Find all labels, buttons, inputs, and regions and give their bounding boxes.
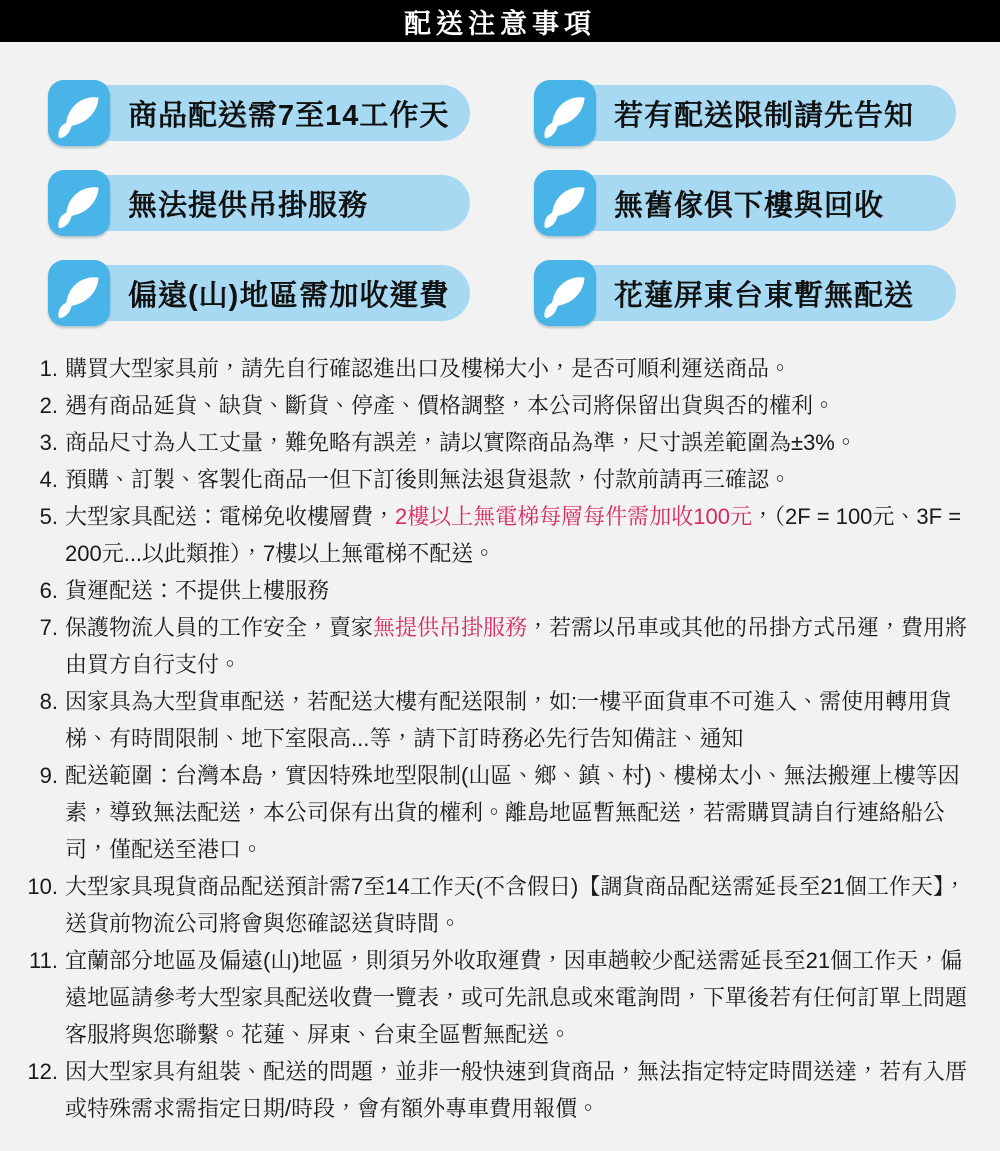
note-number: 9. <box>39 763 58 788</box>
delivery-badge <box>534 260 956 326</box>
note-item <box>24 757 972 868</box>
note-text <box>65 1053 972 1127</box>
note-text <box>65 498 972 572</box>
note-segment: ，（2F = 100元、3F = 200元...以此類推），7樓以上無電梯不配送。 <box>65 504 962 566</box>
note-segment: 遇有商品延貨、缺貨、斷貨、停產、價格調整，本公司將保留出貨與否的權利。 <box>65 393 836 418</box>
note-highlight: 無提供吊掛服務 <box>373 615 528 640</box>
note-number: 11. <box>29 948 58 973</box>
note-highlight: 2樓以上無電梯每層每件需加收100元 <box>395 504 752 529</box>
badge-pill <box>62 85 470 141</box>
leaf-icon <box>534 260 596 326</box>
note-segment: 因家具為大型貨車配送，若配送大樓有配送限制，如:一樓平面貨車不可進入、需使用轉用貨梯、有時間限制、地下室限高...等，請下訂時務必先行告知備註、通知 <box>65 689 952 751</box>
note-segment: 配送範圍：台灣本島，實因特殊地型限制(山區、鄉、鎮、村)、樓梯太小、無法搬運上樓等因素，導致無法配送，本公司保有出貨的權利。離島地區暫無配送，若需購買請自行連絡船公司，僅配送至港口。 <box>65 763 960 862</box>
badge-label: 若有配送限制請先告知 <box>614 99 915 132</box>
note-number: 7. <box>39 615 58 640</box>
badge-pill <box>548 265 956 321</box>
page-header <box>0 0 1000 42</box>
note-item <box>24 572 972 609</box>
note-item <box>24 683 972 757</box>
note-item <box>24 424 972 461</box>
badge-pill <box>62 175 470 231</box>
leaf-icon <box>534 170 596 236</box>
note-item <box>24 609 972 683</box>
note-text <box>65 868 972 942</box>
leaf-icon <box>534 80 596 146</box>
note-item <box>24 387 972 424</box>
note-text <box>65 609 972 683</box>
delivery-badge <box>48 260 470 326</box>
note-item <box>24 942 972 1053</box>
note-text <box>65 461 972 498</box>
delivery-badge <box>48 170 470 236</box>
badge-pill <box>548 85 956 141</box>
note-segment: 商品尺寸為人工丈量，難免略有誤差，請以實際商品為準，尺寸誤差範圍為±3%。 <box>65 430 857 455</box>
badge-pill <box>62 265 470 321</box>
note-segment: 保護物流人員的工作安全，賣家 <box>65 615 374 640</box>
delivery-notes-list <box>0 334 1000 1151</box>
badge-label: 無舊傢俱下樓與回收 <box>614 189 885 222</box>
note-text <box>65 424 972 461</box>
leaf-icon <box>48 80 110 146</box>
delivery-badge <box>48 80 470 146</box>
note-text <box>65 387 972 424</box>
badge-label: 花蓮屏東台東暫無配送 <box>614 279 915 312</box>
note-segment: 大型家具現貨商品配送預計需7至14工作天(不含假日)【調貨商品配送需延長至21個工作天】，送貨前物流公司將會與您確認送貨時間。 <box>65 874 966 936</box>
badge-pill <box>548 175 956 231</box>
note-segment: 預購、訂製、客製化商品一但下訂後則無法退貨退款，付款前請再三確認。 <box>65 467 792 492</box>
note-text <box>65 942 972 1053</box>
page-title: 配送注意事項 <box>404 8 596 39</box>
delivery-badge <box>534 80 956 146</box>
note-number: 5. <box>39 504 58 529</box>
note-number: 2. <box>39 393 58 418</box>
note-text <box>65 572 972 609</box>
note-segment: 購買大型家具前，請先自行確認進出口及樓梯大小，是否可順利運送商品。 <box>65 356 792 381</box>
note-segment: 宜蘭部分地區及偏遠(山)地區，則須另外收取運費，因車趟較少配送需延長至21個工作天，偏遠地區請參考大型家具配送收費一覽表，或可先訊息或來電詢問，下單後若有任何訂單上問題客服將與您聯繫。花蓮、屏東、台東全區暫無配送。 <box>65 948 968 1047</box>
note-number: 4. <box>39 467 58 492</box>
note-segment: 貨運配送：不提供上樓服務 <box>65 578 330 603</box>
badge-label: 偏遠(山)地區需加收運費 <box>128 279 450 312</box>
note-item <box>24 498 972 572</box>
note-number: 10. <box>27 874 58 899</box>
note-item <box>24 1053 972 1127</box>
leaf-icon <box>48 260 110 326</box>
note-segment: 大型家具配送：電梯免收樓層費， <box>65 504 396 529</box>
note-text <box>65 683 972 757</box>
note-number: 6. <box>39 578 58 603</box>
note-number: 12. <box>27 1059 58 1084</box>
note-segment: 因大型家具有組裝、配送的問題，並非一般快速到貨商品，無法指定特定時間送達，若有入厝或特殊需求需指定日期/時段，會有額外專車費用報價。 <box>65 1059 968 1121</box>
badge-label: 商品配送需7至14工作天 <box>128 99 450 132</box>
note-segment: ，若需以吊車或其他的吊掛方式吊運，費用將由買方自行支付。 <box>65 615 968 677</box>
note-text <box>65 350 972 387</box>
note-number: 1. <box>39 356 58 381</box>
note-item <box>24 868 972 942</box>
badge-label: 無法提供吊掛服務 <box>128 189 369 222</box>
note-text <box>65 757 972 868</box>
leaf-icon <box>48 170 110 236</box>
delivery-badge <box>534 170 956 236</box>
note-number: 3. <box>39 430 58 455</box>
note-item <box>24 461 972 498</box>
note-number: 8. <box>39 689 58 714</box>
note-item <box>24 350 972 387</box>
badge-grid <box>0 42 1000 334</box>
